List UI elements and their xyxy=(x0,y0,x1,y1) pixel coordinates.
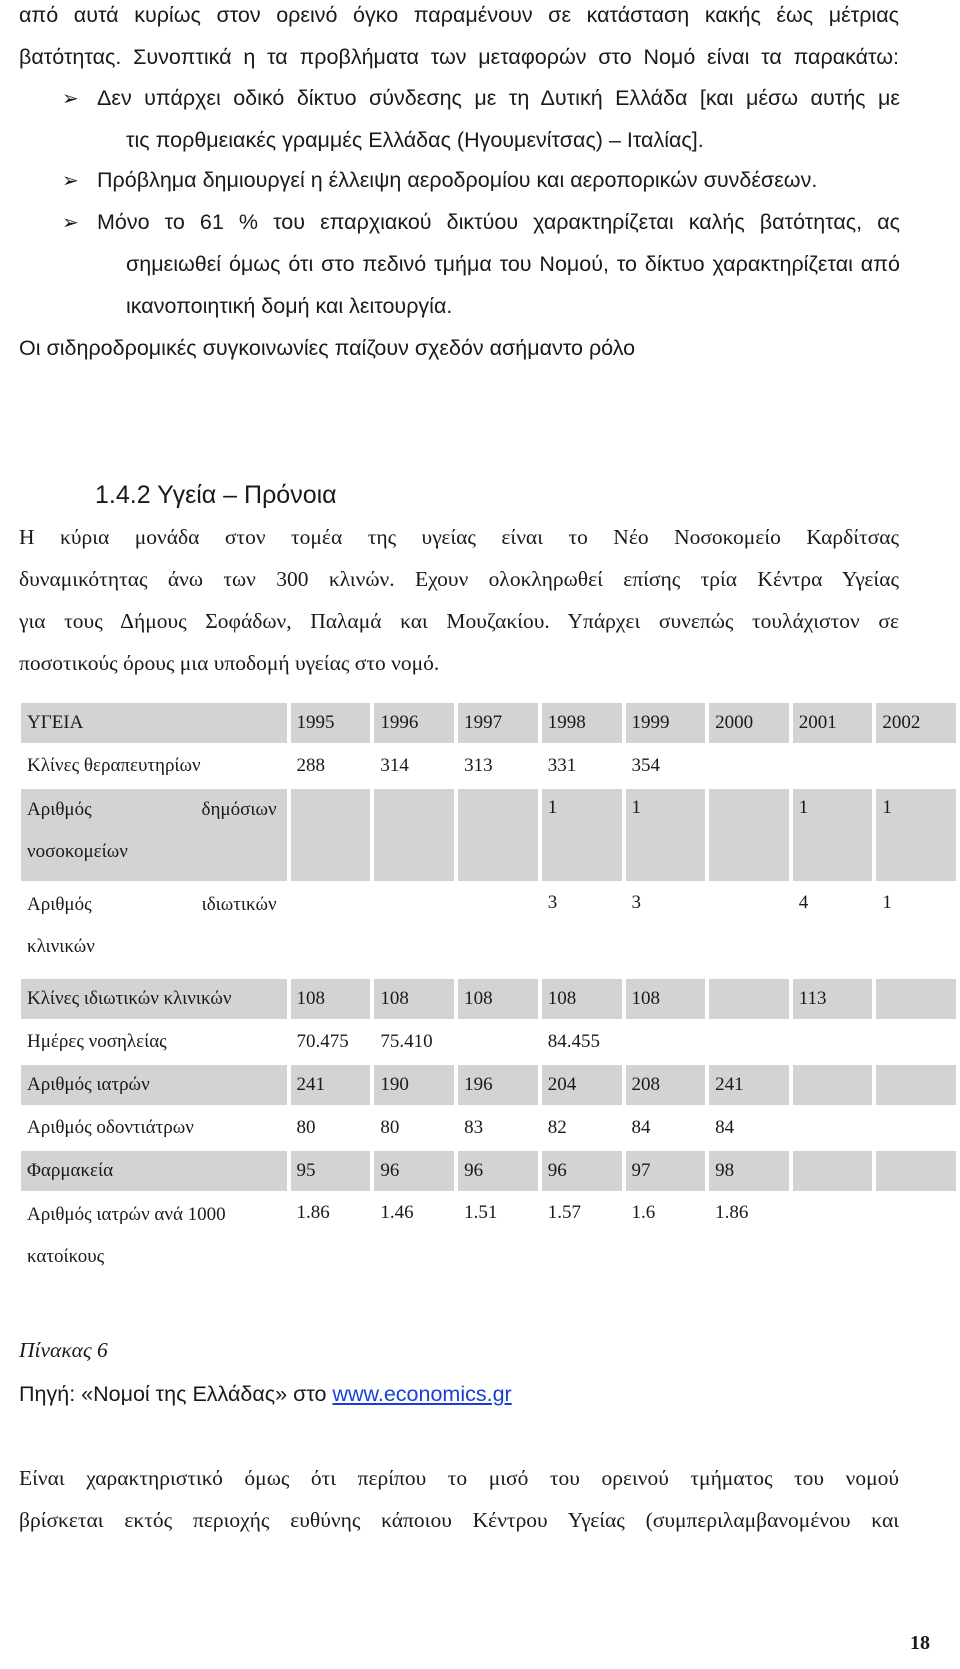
row-label-line xyxy=(27,884,281,926)
table-cell xyxy=(709,884,789,976)
table-header-year: 2002 xyxy=(876,703,956,743)
table-cell: 96 xyxy=(374,1151,454,1191)
table-header-year: 1997 xyxy=(458,703,538,743)
bullet-text: Μόνο το 61 % του επαρχιακού δικτύου χαρακτηρίζεται καλής βατότητας, ας xyxy=(97,210,900,234)
table-cell xyxy=(876,979,956,1019)
table-cell: 97 xyxy=(626,1151,706,1191)
bullet-text: Πρόβλημα δημιουργεί η έλλειψη αεροδρομίου και αεροπορικών συνδέσεων. xyxy=(97,168,818,192)
table-row xyxy=(21,789,956,881)
table-cell: 1 xyxy=(876,789,956,881)
table-cell: 80 xyxy=(291,1108,371,1148)
table-cell: 84.455 xyxy=(542,1022,622,1062)
table-row xyxy=(21,1151,956,1191)
table-row xyxy=(21,884,956,976)
table-cell xyxy=(458,884,538,976)
table-cell xyxy=(709,789,789,881)
row-label-line xyxy=(27,1194,281,1236)
table-cell xyxy=(876,1065,956,1105)
table-row xyxy=(21,1194,956,1286)
table-row-label: Φαρμακεία xyxy=(21,1151,287,1191)
table-cell: 84 xyxy=(709,1108,789,1148)
table-cell: 75.410 xyxy=(374,1022,454,1062)
row-label-line: κλινικών xyxy=(27,936,95,957)
table-cell: 3 xyxy=(542,884,622,976)
row-label-word: Αριθμός ιατρών ανά 1000 xyxy=(27,1204,226,1225)
table-cell xyxy=(709,1022,789,1062)
table-row-label: Κλίνες θεραπευτηρίων xyxy=(21,746,287,786)
page-number: 18 xyxy=(910,1632,930,1654)
table-cell xyxy=(793,1151,873,1191)
table-cell: 108 xyxy=(626,979,706,1019)
arrow-bullet-icon: ➢ xyxy=(62,210,79,234)
table-cell: 96 xyxy=(458,1151,538,1191)
table-cell: 108 xyxy=(542,979,622,1019)
source-link[interactable]: www.economics.gr xyxy=(332,1382,512,1406)
table-cell xyxy=(876,1194,956,1286)
table-cell: 1.86 xyxy=(291,1194,371,1286)
bullet-text: τις πορθμειακές γραμμές Ελλάδας (Ηγουμενίτσας) – Ιταλίας]. xyxy=(126,128,704,152)
table-cell xyxy=(793,1194,873,1286)
table-cell: 314 xyxy=(374,746,454,786)
table-cell xyxy=(291,884,371,976)
table-cell: 313 xyxy=(458,746,538,786)
table-cell: 113 xyxy=(793,979,873,1019)
table-cell: 288 xyxy=(291,746,371,786)
table-cell: 208 xyxy=(626,1065,706,1105)
table-header-row xyxy=(21,703,956,743)
section-title: Υγεία – Πρόνοια xyxy=(157,481,337,509)
table-cell xyxy=(291,789,371,881)
table-cell: 95 xyxy=(291,1151,371,1191)
table-header-year: 1998 xyxy=(542,703,622,743)
table-cell xyxy=(374,884,454,976)
table-cell: 3 xyxy=(626,884,706,976)
table-cell xyxy=(876,1108,956,1148)
table-cell: 1.57 xyxy=(542,1194,622,1286)
table-cell xyxy=(626,1022,706,1062)
table-cell: 1 xyxy=(542,789,622,881)
table-row xyxy=(21,979,956,1019)
section-number: 1.4.2 xyxy=(95,481,151,509)
table-cell: 1.51 xyxy=(458,1194,538,1286)
section-heading xyxy=(95,480,337,510)
paragraph-line: βρίσκεται εκτός περιοχής ευθύνης κάποιου Κέντρου Υγείας (συμπεριλαμβανομένου και xyxy=(19,1508,899,1532)
table-header-year: 1999 xyxy=(626,703,706,743)
table-cell: 241 xyxy=(709,1065,789,1105)
arrow-bullet-icon: ➢ xyxy=(62,168,79,192)
table-cell: 331 xyxy=(542,746,622,786)
table-cell: 98 xyxy=(709,1151,789,1191)
table-cell xyxy=(374,789,454,881)
table-cell xyxy=(709,746,789,786)
table-header-year: 1995 xyxy=(291,703,371,743)
table-cell: 241 xyxy=(291,1065,371,1105)
row-label-wrap xyxy=(27,789,281,873)
table-cell xyxy=(793,1022,873,1062)
table-cell xyxy=(876,1022,956,1062)
table-row xyxy=(21,746,956,786)
table-cell: 1 xyxy=(793,789,873,881)
bullet-text: ικανοποιητική δομή και λειτουργία. xyxy=(126,294,453,318)
table-cell: 70.475 xyxy=(291,1022,371,1062)
table-row-label xyxy=(21,789,287,881)
paragraph-line: Η κύρια μονάδα στον τομέα της υγείας είναι το Νέο Νοσοκομείο Καρδίτσας xyxy=(19,525,899,549)
table-cell: 1.46 xyxy=(374,1194,454,1286)
table-row-label: Αριθμός οδοντιάτρων xyxy=(21,1108,287,1148)
row-label-wrap xyxy=(27,884,281,968)
table-row-label: Αριθμός ιατρών xyxy=(21,1065,287,1105)
row-label-line: νοσοκομείων xyxy=(27,841,128,862)
table-cell: 1.86 xyxy=(709,1194,789,1286)
paragraph-line: ποσοτικούς όρους μια υποδομή υγείας στο νομό. xyxy=(19,651,440,675)
health-table xyxy=(17,700,960,1289)
rail-sentence: Οι σιδηροδρομικές συγκοινωνίες παίζουν σχεδόν ασήμαντο ρόλο xyxy=(19,336,636,360)
table-header-year: 2000 xyxy=(709,703,789,743)
arrow-bullet-icon: ➢ xyxy=(62,86,79,110)
paragraph-line: Είναι χαρακτηριστικό όμως ότι περίπου το μισό του ορεινού τμήματος του νομού xyxy=(19,1466,899,1490)
paragraph-line: για τους Δήμους Σοφάδων, Παλαμά και Μουζακίου. Υπάρχει συνεπώς τουλάχιστον σε xyxy=(19,609,899,633)
row-label-word: δημόσιων xyxy=(201,799,277,820)
row-label-line xyxy=(27,789,281,831)
table-cell: 108 xyxy=(458,979,538,1019)
table-cell xyxy=(458,789,538,881)
paragraph-line: δυναμικότητας άνω των 300 κλινών. Εχουν ολοκληρωθεί επίσης τρία Κέντρα Υγείας xyxy=(19,567,899,591)
table-caption: Πίνακας 6 xyxy=(19,1338,108,1362)
table-cell: 1 xyxy=(626,789,706,881)
table-cell xyxy=(709,979,789,1019)
table-cell: 108 xyxy=(374,979,454,1019)
table-cell: 1.6 xyxy=(626,1194,706,1286)
table-row-label: Ημέρες νοσηλείας xyxy=(21,1022,287,1062)
table-row-label: Κλίνες ιδιωτικών κλινικών xyxy=(21,979,287,1019)
table-row xyxy=(21,1108,956,1148)
table-cell: 96 xyxy=(542,1151,622,1191)
table-row-label xyxy=(21,884,287,976)
table-source xyxy=(19,1381,512,1407)
source-text: Πηγή: «Νομοί της Ελλάδας» στο xyxy=(19,1382,333,1406)
row-label-word: ιδιωτικών xyxy=(201,894,277,915)
table-row xyxy=(21,1065,956,1105)
table-header-year: 1996 xyxy=(374,703,454,743)
table-cell xyxy=(793,1065,873,1105)
table-cell: 204 xyxy=(542,1065,622,1105)
intro-line: από αυτά κυρίως στον ορεινό όγκο παραμένουν σε κατάσταση κακής έως μέτριας xyxy=(19,3,899,27)
table-cell: 1 xyxy=(876,884,956,976)
table-header-year: 2001 xyxy=(793,703,873,743)
table-row xyxy=(21,1022,956,1062)
table-header-label: ΥΓΕΙΑ xyxy=(21,703,287,743)
bullet-text: Δεν υπάρχει οδικό δίκτυο σύνδεσης με τη Δυτική Ελλάδα [και μέσω αυτής με xyxy=(97,86,900,110)
table-cell: 82 xyxy=(542,1108,622,1148)
table-cell: 354 xyxy=(626,746,706,786)
table-cell xyxy=(793,1108,873,1148)
table-cell xyxy=(458,1022,538,1062)
intro-line: βατότητας. Συνοπτικά η τα προβλήματα των μεταφορών στο Νομό είναι τα παρακάτω: xyxy=(19,45,899,69)
table-cell xyxy=(793,746,873,786)
table-cell xyxy=(876,746,956,786)
row-label-wrap xyxy=(27,1194,281,1278)
table-cell: 4 xyxy=(793,884,873,976)
table-cell: 83 xyxy=(458,1108,538,1148)
table-cell: 190 xyxy=(374,1065,454,1105)
row-label-word: Αριθμός xyxy=(27,799,92,820)
bullet-text: σημειωθεί όμως ότι στο πεδινό τμήμα του Νομού, το δίκτυο χαρακτηρίζεται από xyxy=(126,252,900,276)
table-cell: 84 xyxy=(626,1108,706,1148)
table-cell: 80 xyxy=(374,1108,454,1148)
row-label-word: Αριθμός xyxy=(27,894,92,915)
table-cell: 196 xyxy=(458,1065,538,1105)
table-row-label xyxy=(21,1194,287,1286)
table-cell: 108 xyxy=(291,979,371,1019)
table-cell xyxy=(876,1151,956,1191)
row-label-line: κατοίκους xyxy=(27,1246,105,1267)
